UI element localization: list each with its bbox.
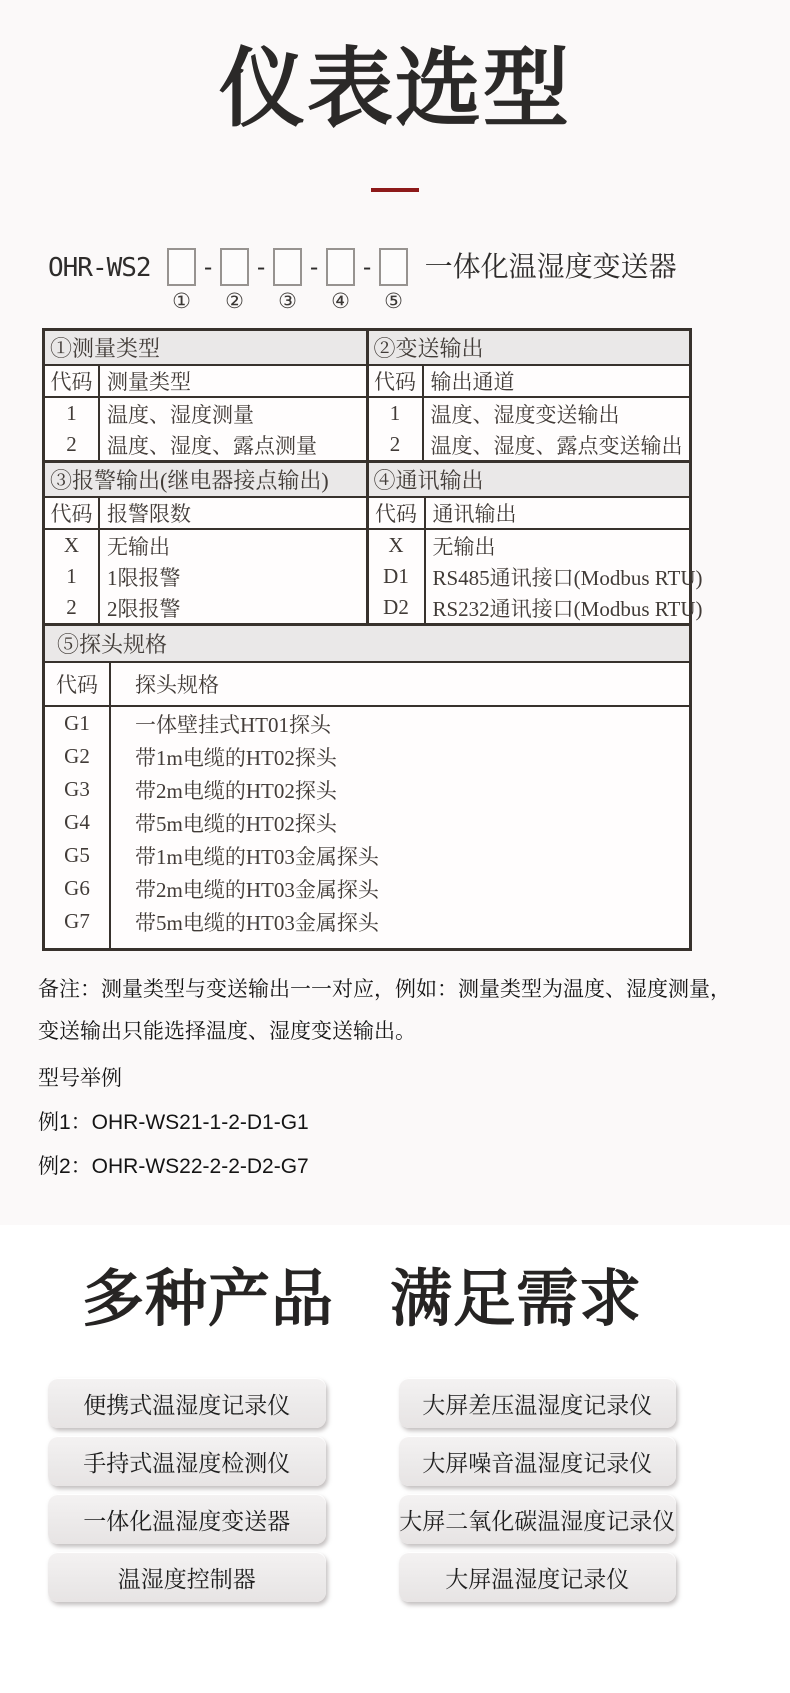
desc-cell: 报警限数 xyxy=(107,502,191,527)
product-button[interactable]: 手持式温湿度检测仪 xyxy=(48,1436,326,1486)
option-box xyxy=(326,248,355,286)
table-band-probe xyxy=(45,623,689,948)
page-title: 仪表选型 xyxy=(219,41,571,137)
table-row xyxy=(45,429,366,460)
products-heading-right: 满足需求 xyxy=(390,1265,643,1334)
desc-cell: 温度、湿度、露点测量 xyxy=(107,433,317,458)
table-row xyxy=(45,839,689,872)
desc-cell: 带1m电缆的HT02探头 xyxy=(135,745,337,770)
table-row xyxy=(45,872,689,905)
code-cell: 2 xyxy=(45,592,100,623)
code-cell: 代码 xyxy=(45,663,111,705)
product-button[interactable]: 大屏二氧化碳温湿度记录仪 xyxy=(399,1494,677,1544)
product-button[interactable]: 大屏温湿度记录仪 xyxy=(399,1552,677,1602)
separator-dash: - xyxy=(306,253,322,282)
table-row xyxy=(45,530,366,561)
code-cell: G4 xyxy=(45,806,111,839)
option-box xyxy=(167,248,196,286)
table-section-alarm-output xyxy=(45,463,369,623)
table-section-title: ③报警输出(继电器接点输出) xyxy=(45,463,366,498)
desc-cell: 带1m电缆的HT03金属探头 xyxy=(135,844,379,869)
code-cell xyxy=(45,938,111,948)
table-row xyxy=(45,740,689,773)
table-section-title: ②变送输出 xyxy=(369,331,690,366)
table-band-alarm-comm xyxy=(45,460,703,623)
selection-table xyxy=(42,328,703,951)
table-row xyxy=(45,498,366,530)
table-row xyxy=(45,592,366,623)
table-section-title: ⑤探头规格 xyxy=(45,626,689,663)
code-cell: 2 xyxy=(369,429,424,460)
table-row xyxy=(45,663,689,707)
model-option-slot xyxy=(378,248,410,314)
code-cell: X xyxy=(369,530,426,561)
desc-cell: 2限报警 xyxy=(107,596,181,621)
example-model-2: 例2：OHR-WS22-2-2-D2-G7 xyxy=(38,1155,309,1179)
table-row xyxy=(45,905,689,938)
code-cell: 代码 xyxy=(369,498,426,528)
title-underline xyxy=(371,188,419,192)
option-box xyxy=(273,248,302,286)
desc-cell: 带2m电缆的HT03金属探头 xyxy=(135,877,379,902)
products-heading xyxy=(48,1267,676,1332)
table-row xyxy=(45,806,689,839)
code-cell: G3 xyxy=(45,773,111,806)
products-heading-left: 多种产品 xyxy=(81,1265,334,1334)
table-row xyxy=(45,938,689,948)
desc-cell: 输出通道 xyxy=(430,370,515,395)
desc-cell xyxy=(111,938,135,948)
table-row xyxy=(369,429,690,460)
option-number: ④ xyxy=(331,289,350,314)
table-section-title: ①测量类型 xyxy=(45,331,366,366)
code-cell: 2 xyxy=(45,429,100,460)
table-row xyxy=(45,707,689,740)
code-cell: 1 xyxy=(45,561,100,592)
product-button[interactable]: 大屏噪音温湿度记录仪 xyxy=(399,1436,677,1486)
product-button-column-right xyxy=(399,1378,677,1602)
desc-cell: 带5m电缆的HT02探头 xyxy=(135,811,337,836)
example-model-1: 例1：OHR-WS21-1-2-D1-G1 xyxy=(38,1111,309,1135)
products-section xyxy=(0,1225,790,1602)
option-number: ③ xyxy=(278,289,297,314)
table-row xyxy=(45,398,366,429)
option-number: ② xyxy=(225,289,244,314)
model-option-slot xyxy=(272,248,304,314)
table-row xyxy=(369,561,703,592)
table-band-measure-output xyxy=(45,331,689,460)
table-row xyxy=(369,498,690,530)
code-cell: 1 xyxy=(369,398,424,429)
table-section-transmit-output xyxy=(369,331,690,460)
table-row xyxy=(45,366,366,398)
code-cell: G6 xyxy=(45,872,111,905)
desc-cell: 温度、湿度变送输出 xyxy=(430,402,620,427)
product-button[interactable]: 一体化温湿度变送器 xyxy=(48,1494,326,1544)
code-cell: D1 xyxy=(369,561,426,592)
desc-cell: 一体壁挂式HT01探头 xyxy=(135,712,331,737)
model-suffix: 一体化温湿度变送器 xyxy=(424,252,677,284)
notes-block xyxy=(38,969,750,1180)
code-cell: D2 xyxy=(369,592,426,623)
code-cell: 代码 xyxy=(369,366,424,396)
code-cell: G2 xyxy=(45,740,111,773)
separator-dash: - xyxy=(359,253,375,282)
table-row xyxy=(45,773,689,806)
option-number: ⑤ xyxy=(384,289,403,314)
code-cell: G5 xyxy=(45,839,111,872)
model-option-slot xyxy=(219,248,251,314)
product-button[interactable]: 便携式温湿度记录仪 xyxy=(48,1378,326,1428)
desc-cell: 带5m电缆的HT03金属探头 xyxy=(135,910,379,935)
remark-text: 备注：测量类型与变送输出一一对应，例如：测量类型为温度、湿度测量，变送输出只能选择温度、湿度变送输出。 xyxy=(38,978,731,1044)
separator-dash: - xyxy=(253,253,269,282)
table-row xyxy=(369,530,690,561)
product-button-column-left xyxy=(48,1378,326,1602)
table-row xyxy=(369,398,690,429)
product-button[interactable]: 温湿度控制器 xyxy=(48,1552,326,1602)
desc-cell: 1限报警 xyxy=(107,565,181,590)
code-cell: G7 xyxy=(45,905,111,938)
desc-cell: RS485通讯接口(Modbus RTU) xyxy=(432,565,703,590)
table-row xyxy=(369,366,690,398)
model-code-line xyxy=(48,248,790,314)
separator-dash: - xyxy=(200,253,216,282)
model-option-slot xyxy=(325,248,357,314)
code-cell: G1 xyxy=(45,707,111,740)
option-number: ① xyxy=(172,289,191,314)
model-option-slot xyxy=(166,248,198,314)
desc-cell: 温度、湿度、露点变送输出 xyxy=(430,433,683,458)
desc-cell: 探头规格 xyxy=(135,673,219,698)
desc-cell: 测量类型 xyxy=(107,370,191,395)
desc-cell: 带2m电缆的HT02探头 xyxy=(135,778,337,803)
desc-cell: 无输出 xyxy=(107,534,170,559)
table-section-measure-type xyxy=(45,331,369,460)
desc-cell: 通讯输出 xyxy=(432,502,517,527)
table-section-probe-spec xyxy=(45,626,689,948)
example-heading: 型号举例 xyxy=(38,1067,122,1091)
product-button[interactable]: 大屏差压温湿度记录仪 xyxy=(399,1378,677,1428)
code-cell: X xyxy=(45,530,100,561)
table-section-title: ④通讯输出 xyxy=(369,463,690,498)
desc-cell: 无输出 xyxy=(432,534,496,559)
option-box xyxy=(379,248,408,286)
code-cell: 代码 xyxy=(45,498,100,528)
option-box xyxy=(220,248,249,286)
model-option-slots xyxy=(163,248,413,314)
desc-cell: 温度、湿度测量 xyxy=(107,402,254,427)
product-button-grid xyxy=(48,1378,676,1602)
code-cell: 1 xyxy=(45,398,100,429)
model-prefix: OHR-WS2 xyxy=(48,253,151,284)
table-section-comm-output xyxy=(369,463,703,623)
products-inner xyxy=(48,1267,676,1602)
code-cell: 代码 xyxy=(45,366,100,396)
table-row xyxy=(45,561,366,592)
table-row xyxy=(369,592,703,623)
desc-cell: RS232通讯接口(Modbus RTU) xyxy=(432,596,703,621)
